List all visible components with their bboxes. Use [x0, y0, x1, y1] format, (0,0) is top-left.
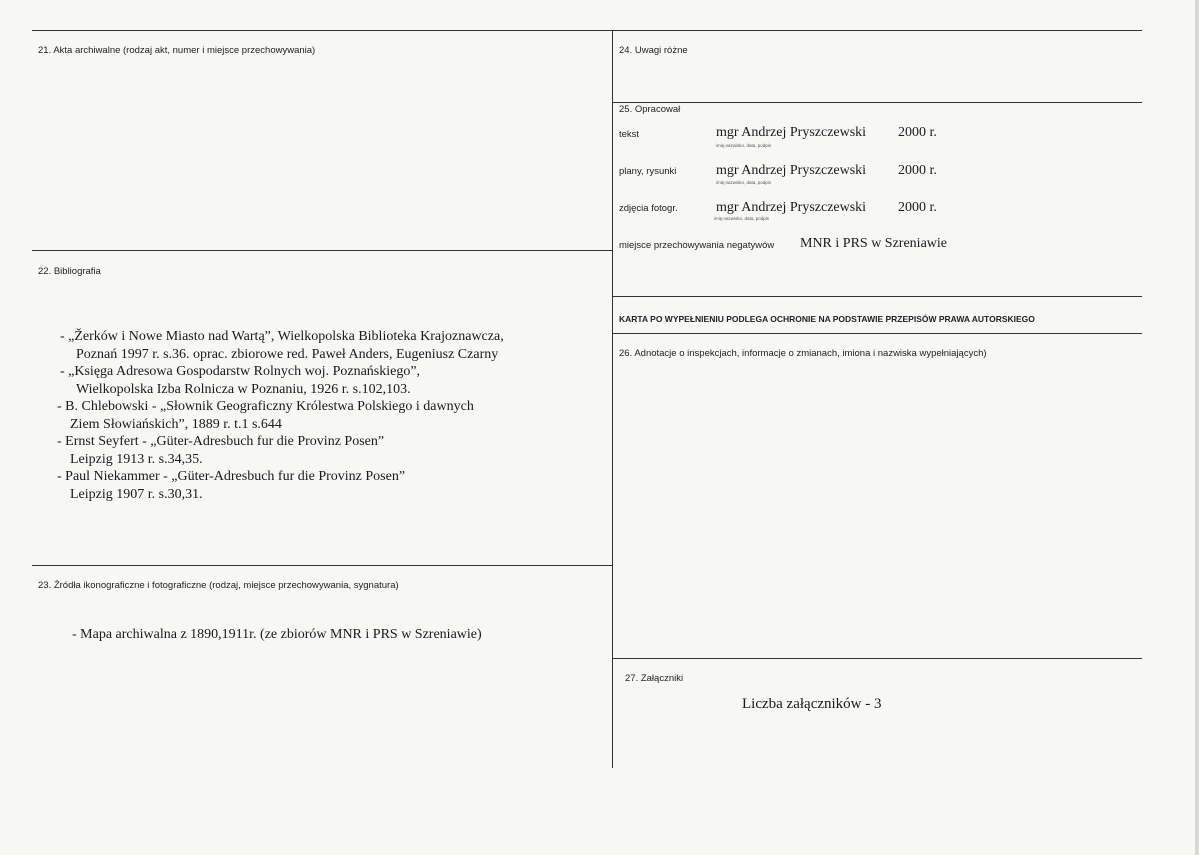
section-27-label: 27. Załączniki — [625, 673, 684, 684]
bibliography-line: - Ernst Seyfert - „Güter-Adresbuch fur die Provinz Posen” — [57, 434, 385, 449]
bibliography-line: - Paul Niekammer - „Güter-Adresbuch fur die Provinz Posen” — [57, 469, 406, 484]
attachments-count: Liczba załączników - 3 — [742, 696, 882, 712]
divider-21-22 — [32, 250, 612, 251]
bibliography-line: Leipzig 1913 r. s.34,35. — [70, 451, 203, 467]
row-plans-name: mgr Andrzej Pryszczewski — [716, 163, 867, 178]
section-23-label: 23. Źródła ikonograficzne i fotograficzne (rodzaj, miejsce przechowywania, sygnatura) — [38, 580, 399, 591]
iconography-entry: - Mapa archiwalna z 1890,1911r. (ze zbiorów MNR i PRS w Szreniawie) — [72, 627, 482, 642]
row-text-label: tekst — [619, 129, 640, 140]
row-photos-name: mgr Andrzej Pryszczewski — [716, 200, 867, 215]
section-26-label: 26. Adnotacje o inspekcjach, informacje o zmianach, imiona i nazwiska wypełniających) — [619, 348, 987, 359]
divider-24-25 — [613, 102, 1142, 103]
row-text-name: mgr Andrzej Pryszczewski — [716, 125, 867, 140]
section-21-label: 21. Akta archiwalne (rodzaj akt, numer i miejsce przechowywania) — [38, 45, 316, 56]
copyright-notice: KARTA PO WYPEŁNIENIU PODLEGA OCHRONIE NA PODSTAWIE PRZEPISÓW PRAWA AUTORSKIEGO — [619, 314, 1035, 324]
row-text-year: 2000 r. — [898, 125, 937, 140]
bibliography-line: - „Žerków i Nowe Miasto nad Wartą”, Wielkopolska Biblioteka Krajoznawcza, — [60, 329, 504, 344]
negatives-value: MNR i PRS w Szreniawie — [800, 236, 947, 251]
row-text-sublabel: imię,nazwisko, data, podpis — [716, 143, 772, 148]
bibliography-line: - „Księga Adresowa Gospodarstw Rolnych woj. Poznańskiego”, — [60, 364, 421, 379]
top-border — [32, 30, 1142, 31]
bibliography-line: Ziem Słowiańskich”, 1889 r. t.1 s.644 — [70, 416, 282, 432]
row-photos-label: zdjęcia fotogr. — [619, 203, 678, 214]
section-25-label: 25. Opracował — [619, 104, 681, 115]
row-plans-year: 2000 r. — [898, 163, 937, 178]
row-plans-sublabel: imię,nazwisko, data, podpis — [716, 180, 772, 185]
bibliography-line: Wielkopolska Izba Rolnicza w Poznaniu, 1926 r. s.102,103. — [76, 381, 411, 397]
section-24-label: 24. Uwagi różne — [619, 45, 688, 56]
negatives-label: miejsce przechowywania negatywów — [619, 240, 775, 251]
bibliography-line: Leipzig 1907 r. s.30,31. — [70, 486, 203, 502]
bibliography-list — [57, 328, 504, 503]
divider-notice-26 — [613, 333, 1142, 334]
row-photos-sublabel: imię,nazwisko, data, podpis — [714, 216, 770, 221]
divider-26-27 — [613, 658, 1142, 659]
bibliography-line: Poznań 1997 r. s.36. oprac. zbiorowe red. Paweł Anders, Eugeniusz Czarny — [76, 346, 499, 362]
row-plans-label: plany, rysunki — [619, 166, 677, 177]
bibliography-line: - B. Chlebowski - „Słownik Geograficzny Królestwa Polskiego i dawnych — [57, 399, 474, 414]
section-22-label: 22. Bibliografia — [38, 266, 101, 277]
row-photos-year: 2000 r. — [898, 200, 937, 215]
divider-25-notice — [613, 296, 1142, 297]
scan-edge — [1195, 0, 1199, 855]
divider-22-23 — [32, 565, 612, 566]
